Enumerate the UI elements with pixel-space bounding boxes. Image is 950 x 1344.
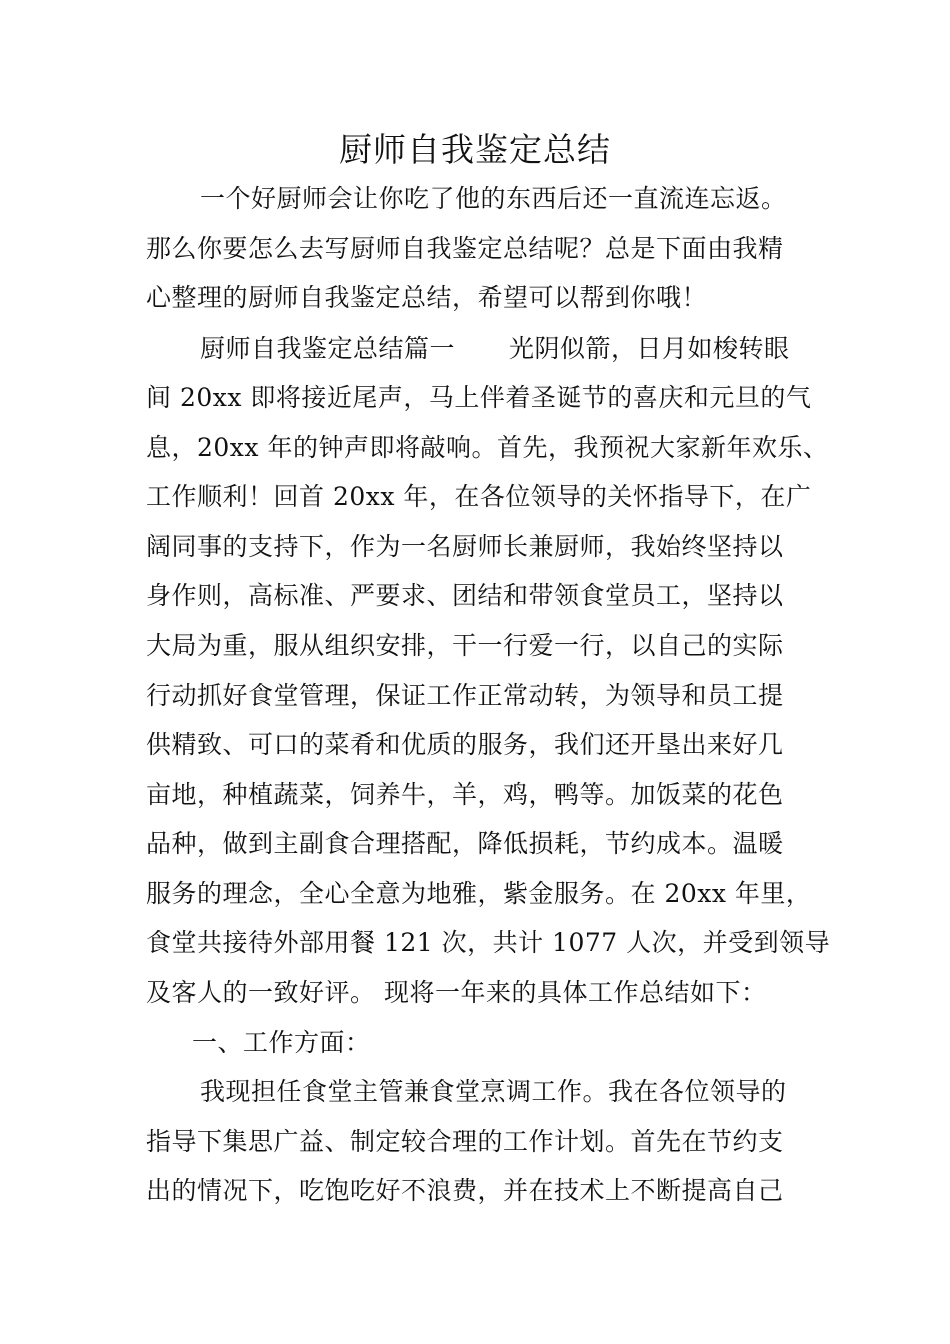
paragraph-line: 食堂共接待外部用餐 121 次，共计 1077 人次，并受到领导 (146, 928, 831, 957)
paragraph-line: 身作则，高标准、严要求、团结和带领食堂员工，坚持以 (146, 581, 784, 610)
paragraph-line: 大局为重，服从组织安排，干一行爱一行，以自己的实际 (146, 631, 784, 660)
paragraph-line: 亩地，种植蔬菜，饲养牛，羊，鸡，鸭等。加饭菜的花色 (146, 780, 784, 809)
document-title: 厨师自我鉴定总结 (339, 130, 611, 169)
paragraph-line: 阔同事的支持下，作为一名厨师长兼厨师，我始终坚持以 (146, 532, 784, 561)
paragraph-line: 出的情况下，吃饱吃好不浪费，并在技术上不断提高自己 (146, 1176, 784, 1205)
paragraph-line: 那么你要怎么去写厨师自我鉴定总结呢？总是下面由我精 (146, 234, 784, 263)
paragraph-line: 我现担任食堂主管兼食堂烹调工作。我在各位领导的 (200, 1077, 787, 1106)
section-heading: 厨师自我鉴定总结篇一 (200, 334, 456, 363)
paragraph-line: 行动抓好食堂管理，保证工作正常动转，为领导和员工提 (146, 681, 784, 710)
subsection-heading: 一、工作方面： (192, 1028, 371, 1057)
paragraph-line: 服务的理念，全心全意为地雅，紫金服务。在 20xx 年里， (146, 879, 812, 908)
paragraph-line: 品种，做到主副食合理搭配，降低损耗，节约成本。温暖 (146, 829, 784, 858)
paragraph-line: 工作顺利！回首 20xx 年，在各位领导的关怀指导下，在广 (146, 482, 812, 511)
section-heading-line (200, 329, 790, 369)
paragraph-line: 间 20xx 即将接近尾声，马上伴着圣诞节的喜庆和元旦的气 (146, 383, 812, 412)
paragraph-line: 及客人的一致好评。 现将一年来的具体工作总结如下： (146, 978, 767, 1007)
paragraph-line: 供精致、可口的菜肴和优质的服务，我们还开垦出来好几 (146, 730, 784, 759)
paragraph-line: 指导下集思广益、制定较合理的工作计划。首先在节约支 (146, 1127, 784, 1156)
paragraph-text: 光阴似箭，日月如梭转眼 (509, 334, 790, 363)
paragraph-line: 息，20xx 年的钟声即将敲响。首先，我预祝大家新年欢乐、 (146, 433, 829, 462)
paragraph-line: 一个好厨师会让你吃了他的东西后还一直流连忘返。 (200, 184, 787, 213)
paragraph-line: 心整理的厨师自我鉴定总结，希望可以帮到你哦！ (146, 283, 708, 312)
